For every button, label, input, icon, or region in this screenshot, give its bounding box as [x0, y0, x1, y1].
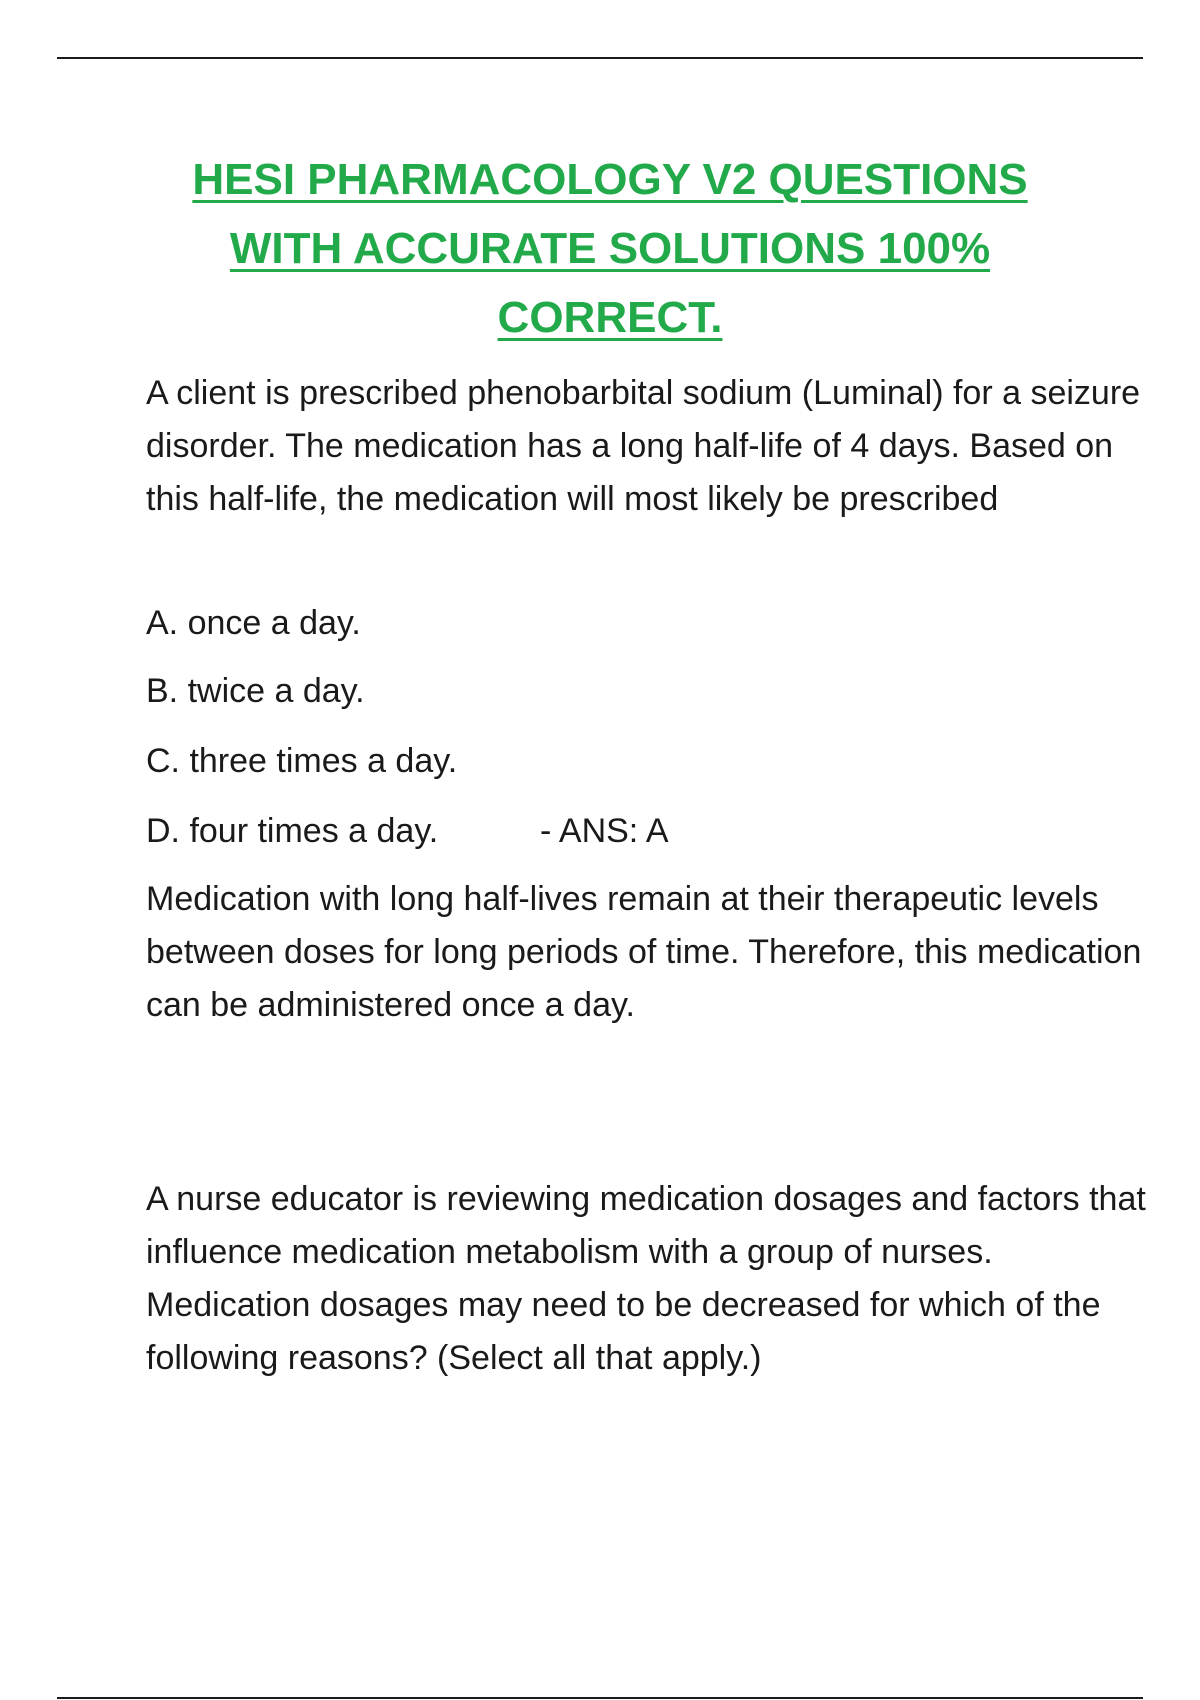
title-line-2: WITH ACCURATE SOLUTIONS 100% [229, 224, 991, 273]
title-line-1: HESI PHARMACOLOGY V2 QUESTIONS [192, 155, 1028, 204]
title-line-3: CORRECT. [497, 293, 723, 342]
top-divider [57, 57, 1143, 59]
question-1-stem: A client is prescribed phenobarbital sodium (Luminal) for a seizure disorder. The medication has a long half-life of 4 days. Based on this half-life, the medication will most likely be prescribed [146, 374, 1141, 518]
question-1-option-d: D. four times a day. [146, 812, 439, 850]
document-title [60, 145, 1160, 352]
question-2-stem: A nurse educator is reviewing medication dosages and factors that influence medication metabolism with a group of nurses. Medication dosages may need to be decreased for which of the following reasons? (Select all that apply.) [146, 1180, 1146, 1377]
question-1-option-a: A. once a day. [146, 604, 361, 642]
bottom-divider [57, 1697, 1143, 1699]
question-1-rationale: Medication with long half-lives remain at their therapeutic levels between doses for long periods of time. Therefore, this medication can be administered once a day. [146, 880, 1142, 1024]
question-1-option-b: B. twice a day. [146, 672, 365, 710]
question-1-answer: - ANS: A [540, 812, 669, 850]
question-1-option-c: C. three times a day. [146, 742, 458, 780]
